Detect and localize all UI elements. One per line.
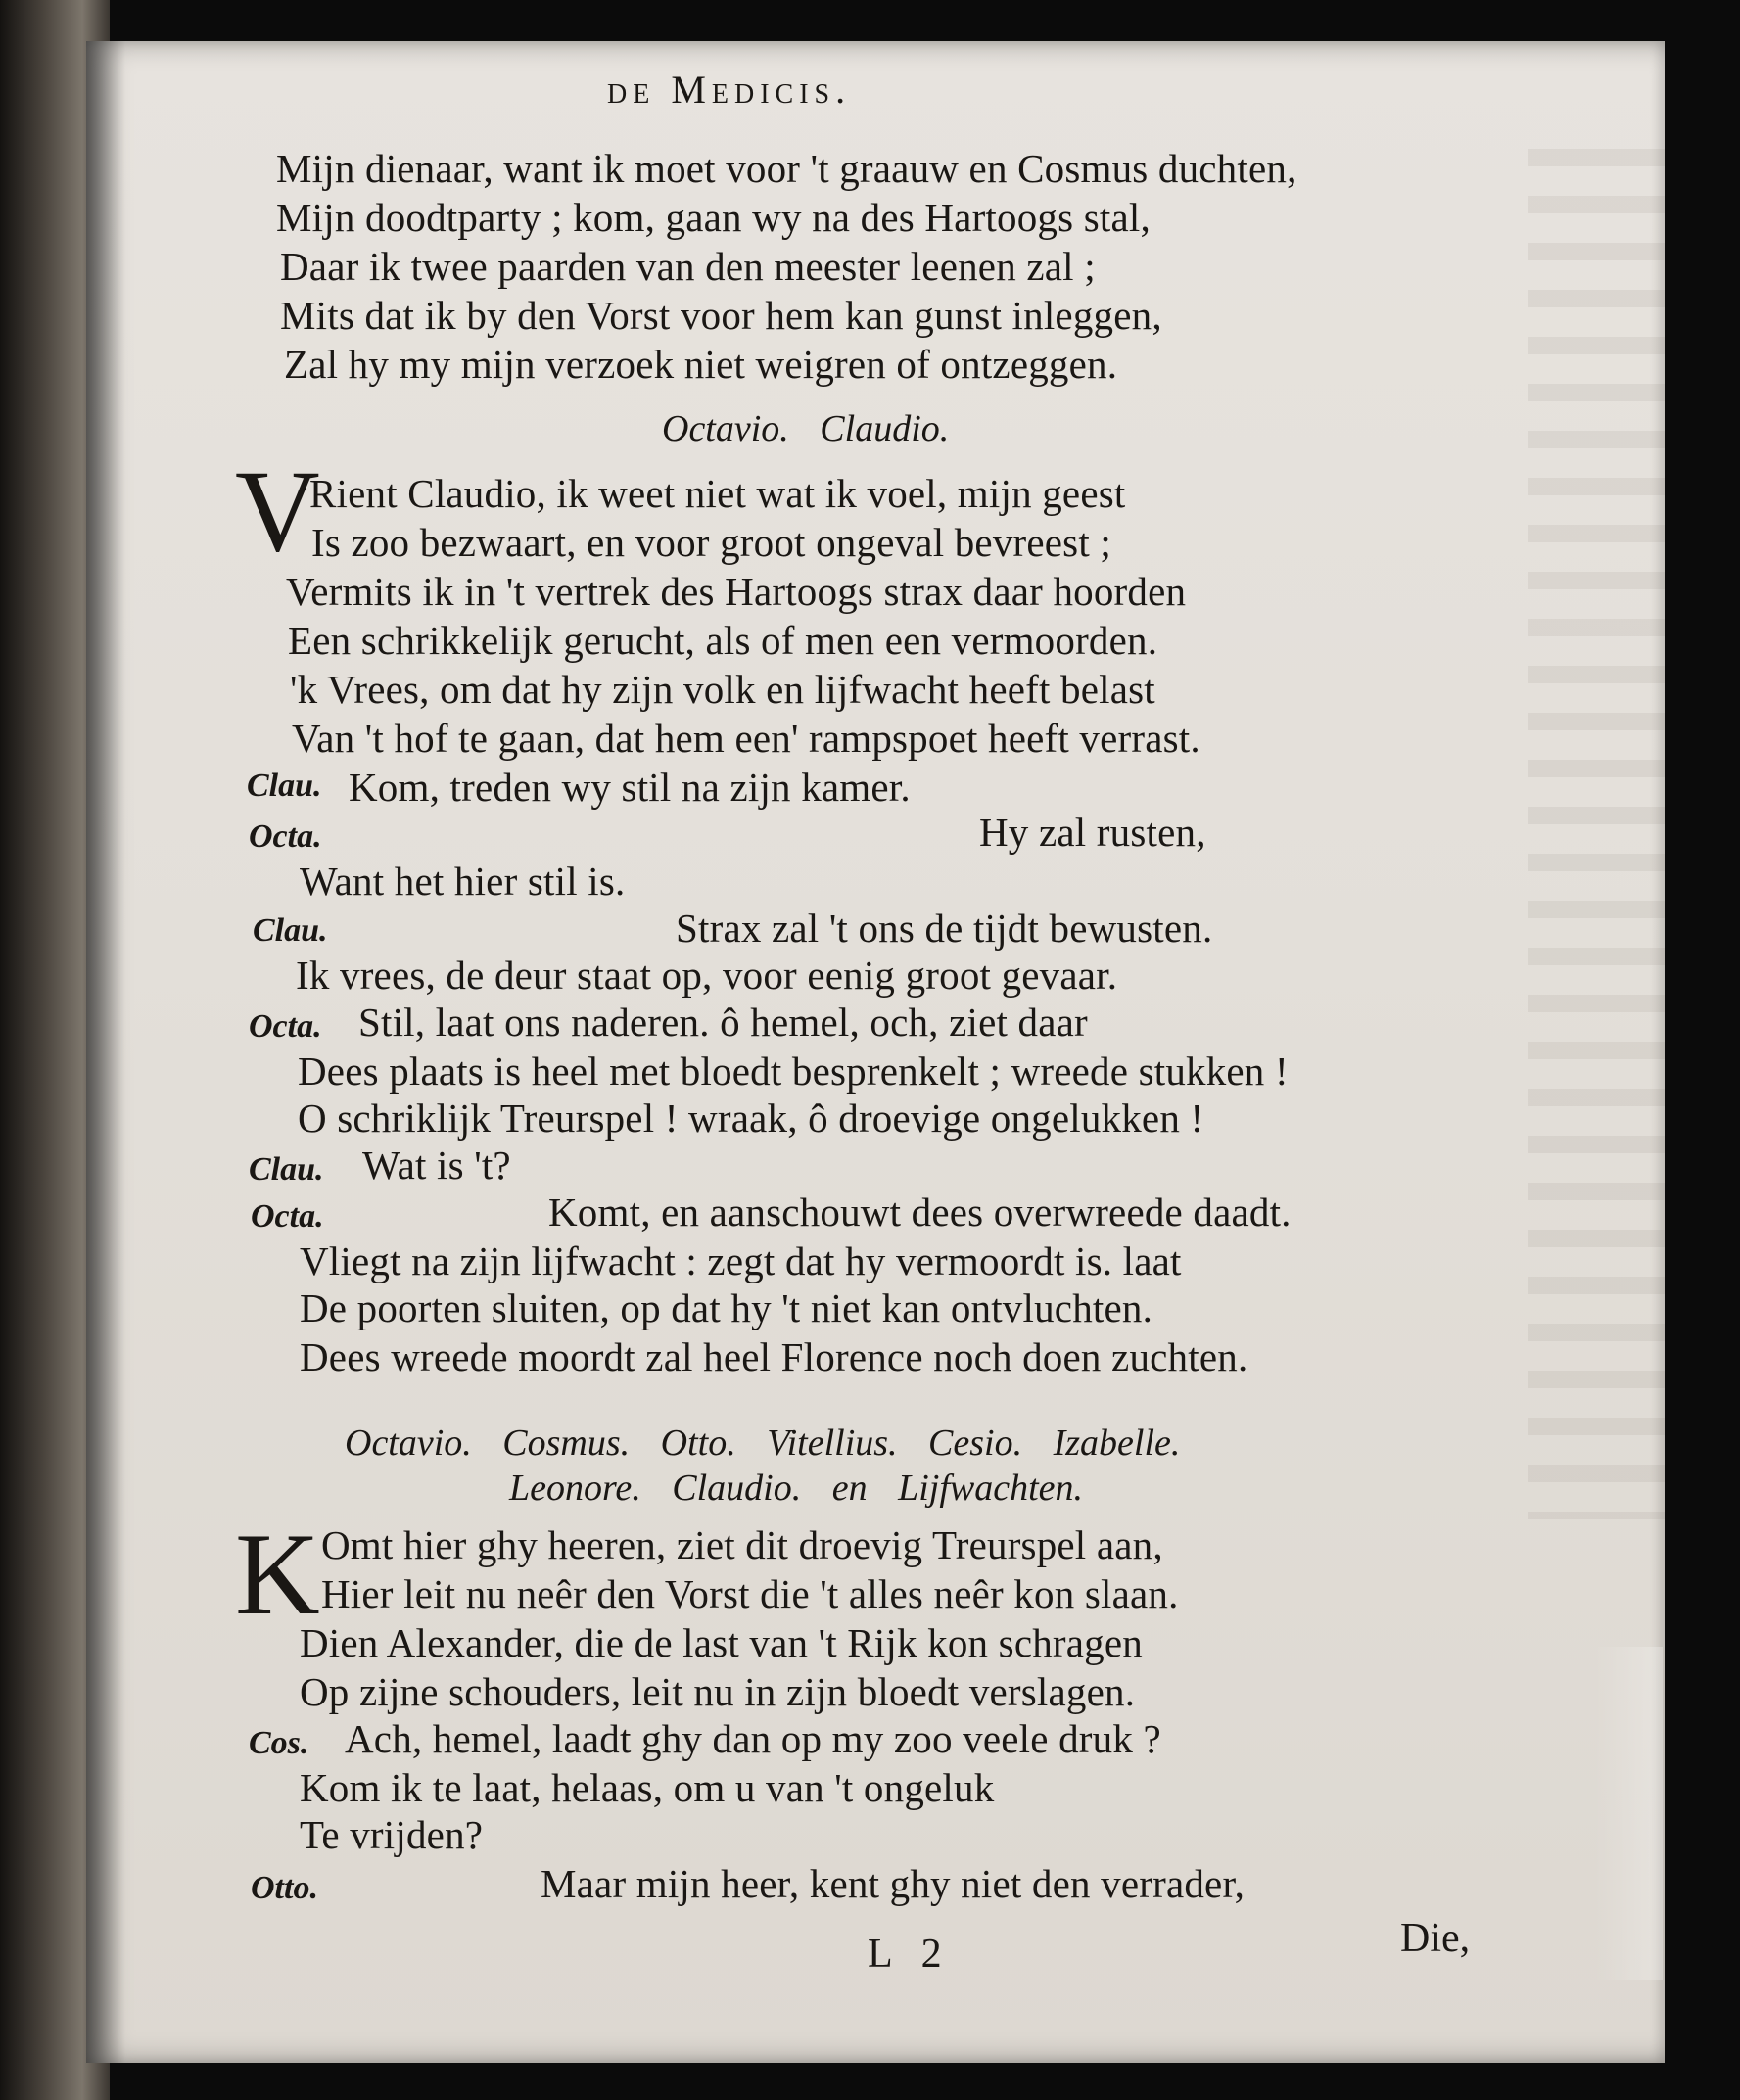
show-through-text — [1528, 149, 1665, 1519]
verse-line: Mijn dienaar, want ik moet voor 't graauw en Cosmus duchten, — [276, 146, 1297, 191]
verse-line: Dien Alexander, die de last van 't Rijk kon schragen — [300, 1620, 1143, 1665]
verse-line: Wat is 't? — [362, 1143, 511, 1188]
speaker-label: Otto. — [251, 1870, 318, 1906]
verse-line: De poorten sluiten, op dat hy 't niet kan ontvluchten. — [300, 1285, 1153, 1330]
speaker-label: Octa. — [251, 1198, 324, 1235]
verse-line: Maar mijn heer, kent ghy niet den verrader, — [541, 1861, 1246, 1906]
speaker-label: Clau. — [247, 768, 322, 804]
verse-line: Vermits ik in 't vertrek des Hartoogs strax daar hoorden — [286, 569, 1187, 614]
verse-line: Op zijne schouders, leit nu in zijn bloedt verslagen. — [300, 1669, 1136, 1714]
verse-line: Een schrikkelijk gerucht, als of men een vermoorden. — [288, 618, 1158, 663]
verse-line: Hier leit nu neêr den Vorst die 't alles neêr kon slaan. — [321, 1571, 1179, 1616]
verse-line: Strax zal 't ons de tijdt bewusten. — [676, 906, 1213, 951]
verse-line: Kom, treden wy stil na zijn kamer. — [349, 765, 911, 810]
verse-line: Vliegt na zijn lijfwacht : zegt dat hy vermoordt is. laat — [300, 1238, 1182, 1283]
verse-line: Mijn doodtparty ; kom, gaan wy na des Hartoogs stal, — [276, 195, 1151, 240]
scene-cast: Leonore. Claudio. en Lijfwachten. — [509, 1468, 1084, 1509]
verse-line: Dees plaats is heel met bloedt besprenkelt ; wreede stukken ! — [298, 1049, 1289, 1094]
verse-line: Komt, en aanschouwt dees overwreede daadt. — [548, 1190, 1292, 1235]
catchword: Die, — [1400, 1916, 1471, 1961]
signature-mark: L 2 — [868, 1932, 952, 1977]
verse-line: Zal hy my mijn verzoek niet weigren of ontzeggen. — [284, 342, 1118, 387]
verse-line: Is zoo bezwaart, en voor groot ongeval bevreest ; — [311, 520, 1111, 565]
scene-cast: Octavio. Claudio. — [662, 408, 950, 449]
scene-cast: Octavio. Cosmus. Otto. Vitellius. Cesio. Izabelle. — [345, 1423, 1181, 1464]
paper-crease — [1594, 1647, 1663, 1980]
verse-line: Mits dat ik by den Vorst voor hem kan gunst inleggen, — [280, 293, 1162, 338]
verse-line: Daar ik twee paarden van den meester leenen zal ; — [280, 244, 1096, 289]
speaker-label: Clau. — [249, 1151, 324, 1188]
drop-cap: V — [235, 445, 320, 576]
verse-line: Ach, hemel, laadt ghy dan op my zoo veele druk ? — [345, 1716, 1161, 1761]
speaker-label: Cos. — [249, 1725, 309, 1761]
verse-line: Omt hier ghy heeren, ziet dit droevig Treurspel aan, — [321, 1522, 1163, 1567]
speaker-label: Octa. — [249, 818, 322, 855]
verse-line: Dees wreede moordt zal heel Florence noch doen zuchten. — [300, 1334, 1248, 1379]
verse-line: Kom ik te laat, helaas, om u van 't ongeluk — [300, 1765, 995, 1810]
page-gutter-shadow — [86, 41, 125, 2063]
verse-line: Stil, laat ons naderen. ô hemel, och, ziet daar — [358, 1000, 1088, 1045]
verse-line: Ik vrees, de deur staat op, voor eenig groot gevaar. — [296, 953, 1118, 998]
speaker-label: Octa. — [249, 1008, 322, 1045]
verse-line: Hy zal rusten, — [979, 810, 1206, 855]
verse-line: O schriklijk Treurspel ! wraak, ô droevige ongelukken ! — [298, 1096, 1204, 1141]
verse-line: Te vrijden? — [300, 1812, 484, 1857]
verse-line: Want het hier stil is. — [300, 859, 626, 904]
drop-cap: K — [235, 1509, 320, 1639]
running-header: de Medicis. — [607, 68, 852, 112]
verse-line: 'k Vrees, om dat hy zijn volk en lijfwacht heeft belast — [290, 667, 1155, 712]
verse-line: Van 't hof te gaan, dat hem een' rampspoet heeft verrast. — [292, 716, 1200, 761]
verse-line: Rient Claudio, ik weet niet wat ik voel, mijn geest — [309, 471, 1126, 516]
speaker-label: Clau. — [253, 912, 328, 949]
